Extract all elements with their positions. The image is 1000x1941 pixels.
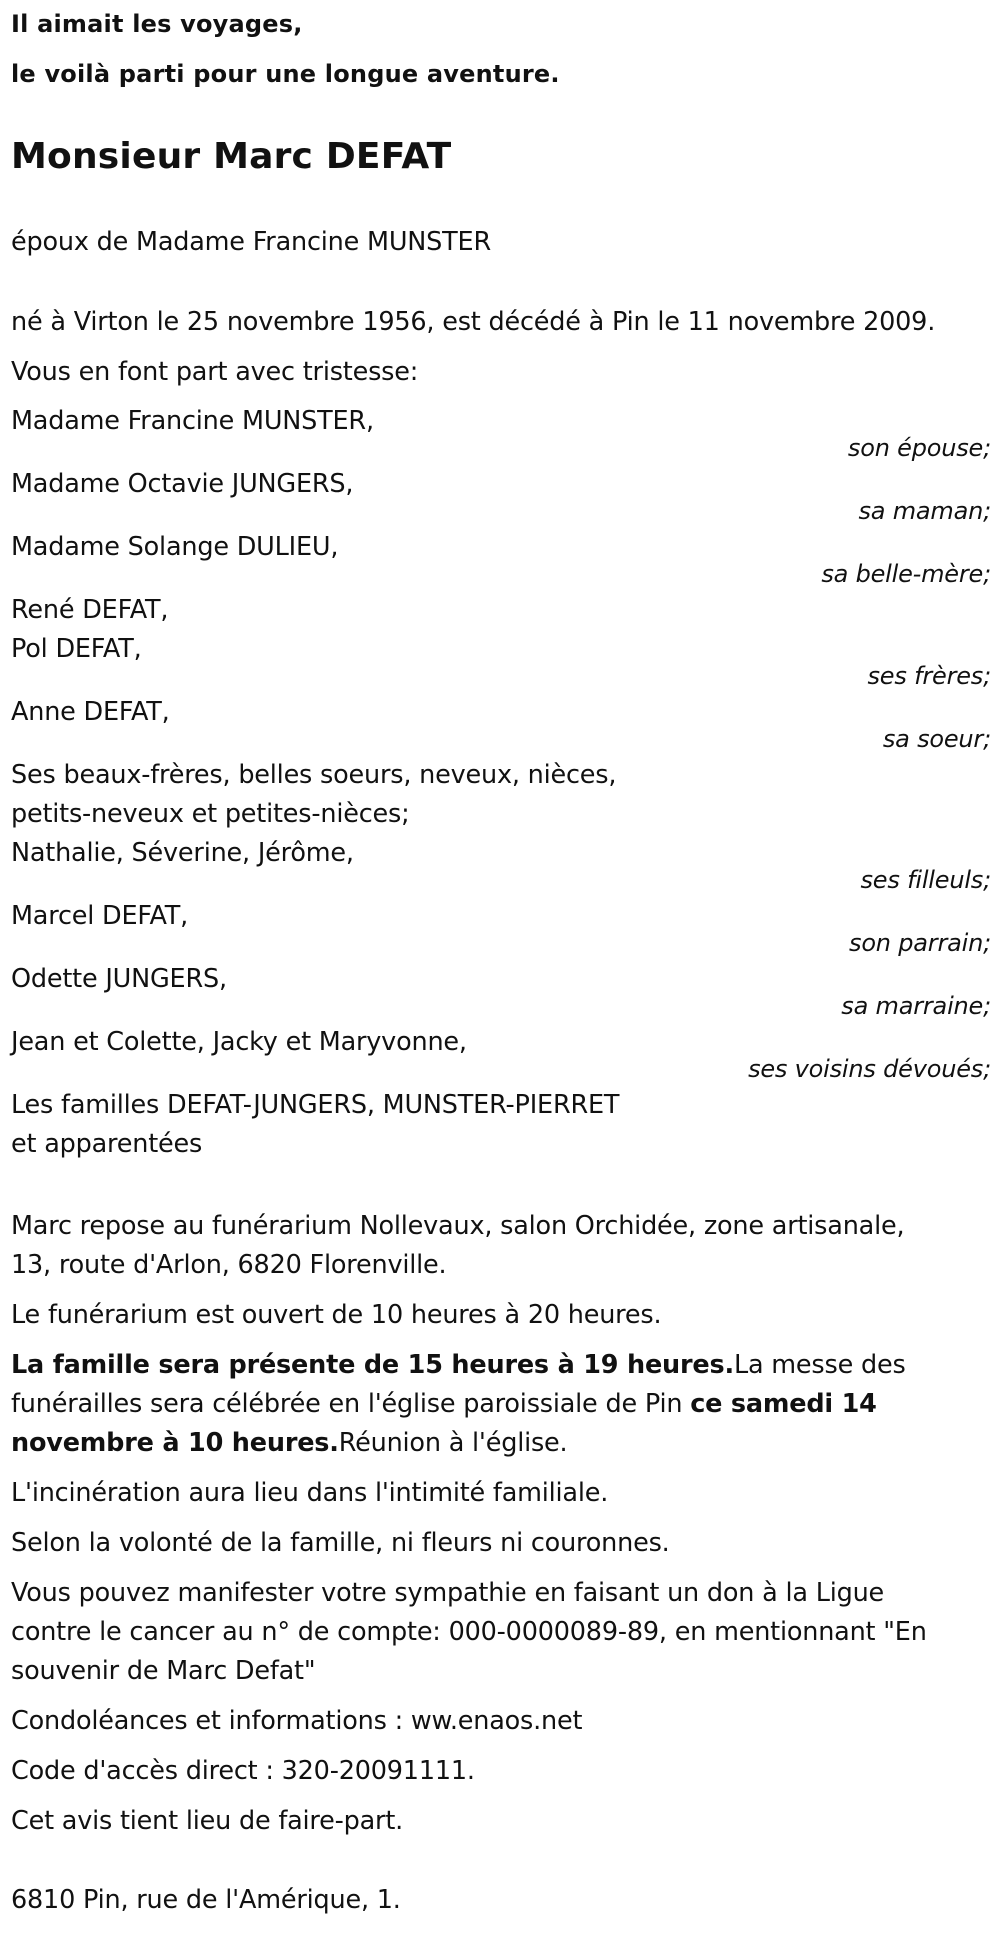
mass-date: ce samedi 14 [690, 1389, 877, 1419]
mass-text: funérailles sera célébrée en l'église paroissiale de Pin [11, 1389, 691, 1419]
family-names: Pol DEFAT, [11, 634, 142, 664]
access-code-line: Code d'accès direct : 320-20091111. [11, 1756, 475, 1786]
birth-death-line: né à Virton le 25 novembre 1956, est décédé à Pin le 11 novembre 2009. [11, 307, 936, 337]
family-relation: ses filleuls; [860, 866, 991, 894]
hours-line: Le funérarium est ouvert de 10 heures à 20 heures. [11, 1300, 662, 1330]
donation-line: souvenir de Marc Defat" [11, 1656, 316, 1686]
mass-text: La messe des [733, 1350, 906, 1380]
family-relation: ses frères; [867, 662, 991, 690]
deceased-name: Monsieur Marc DEFAT [11, 136, 452, 177]
family-presence: La famille sera présente de 15 heures à 19 heures. [11, 1350, 734, 1380]
family-names: Odette JUNGERS, [11, 964, 227, 994]
donation-line: contre le cancer au n° de compte: 000-0000089-89, en mentionnant "En [11, 1617, 927, 1647]
condolences-line: Condoléances et informations : ww.enaos.net [11, 1706, 583, 1736]
flowers-line: Selon la volonté de la famille, ni fleurs ni couronnes. [11, 1528, 670, 1558]
address-line: 6810 Pin, rue de l'Amérique, 1. [11, 1885, 401, 1915]
family-names: Marcel DEFAT, [11, 901, 189, 931]
intro-line: Vous en font part avec tristesse: [11, 357, 419, 387]
family-names: René DEFAT, [11, 595, 169, 625]
family-names: Madame Octavie JUNGERS, [11, 469, 354, 499]
family-names: Ses beaux-frères, belles soeurs, neveux, nièces, [11, 760, 617, 790]
mass-date: novembre à 10 heures. [11, 1428, 339, 1458]
family-relation: sa maman; [858, 497, 991, 525]
ceremony-line [11, 1349, 906, 1381]
ceremony-line [11, 1427, 567, 1459]
repose-line: 13, route d'Arlon, 6820 Florenville. [11, 1250, 447, 1280]
family-names: petits-neveux et petites-nièces; [11, 799, 410, 829]
ceremony-line [11, 1388, 877, 1420]
family-relation: ses voisins dévoués; [748, 1055, 991, 1083]
family-names: Les familles DEFAT-JUNGERS, MUNSTER-PIERRET [11, 1090, 620, 1120]
spouse-line: époux de Madame Francine MUNSTER [11, 227, 491, 257]
family-relation: sa belle-mère; [821, 560, 991, 588]
family-names: Nathalie, Séverine, Jérôme, [11, 838, 354, 868]
family-names: Jean et Colette, Jacky et Maryvonne, [11, 1027, 467, 1057]
family-relation: son épouse; [847, 434, 991, 462]
repose-line: Marc repose au funérarium Nollevaux, salon Orchidée, zone artisanale, [11, 1211, 905, 1241]
notice-line: Cet avis tient lieu de faire-part. [11, 1806, 404, 1836]
quote-line-1: Il aimait les voyages, [11, 10, 303, 38]
family-names: Anne DEFAT, [11, 697, 170, 727]
family-relation: sa marraine; [841, 992, 991, 1020]
mass-text: Réunion à l'église. [338, 1428, 568, 1458]
family-relation: son parrain; [849, 929, 991, 957]
family-names: et apparentées [11, 1129, 203, 1159]
family-names: Madame Solange DULIEU, [11, 532, 339, 562]
family-names: Madame Francine MUNSTER, [11, 406, 374, 436]
incineration-line: L'incinération aura lieu dans l'intimité familiale. [11, 1478, 609, 1508]
family-relation: sa soeur; [882, 725, 991, 753]
donation-line: Vous pouvez manifester votre sympathie en faisant un don à la Ligue [11, 1578, 885, 1608]
quote-line-2: le voilà parti pour une longue aventure. [11, 60, 560, 88]
